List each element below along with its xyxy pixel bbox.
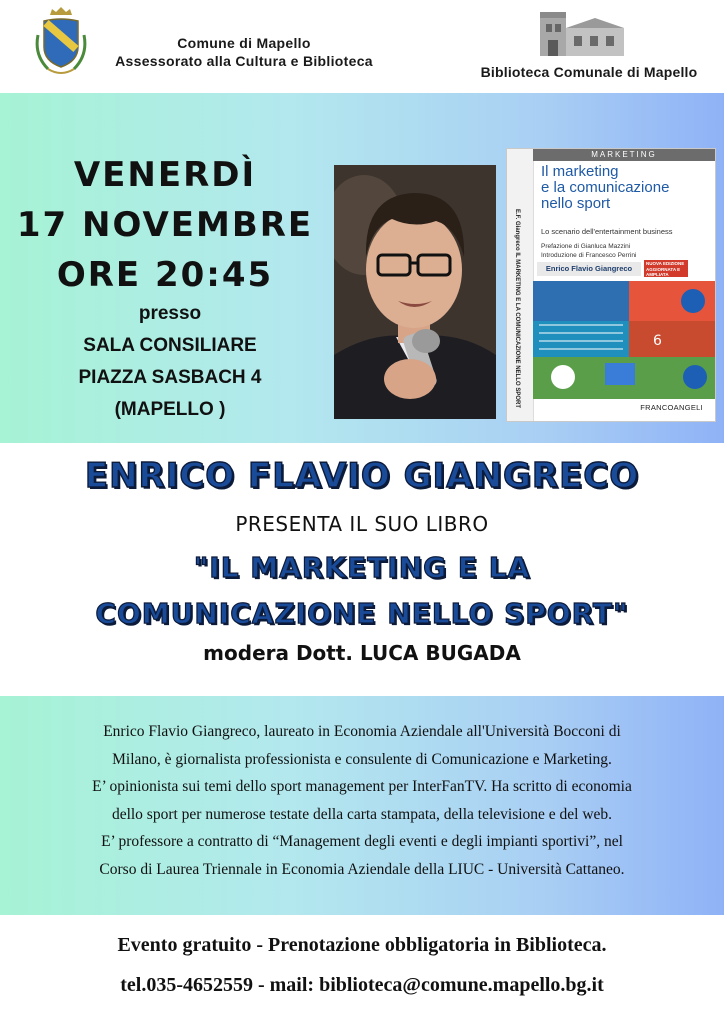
event-day: VENERDÌ: [73, 155, 257, 195]
header: [0, 0, 724, 93]
comune-name: Comune di Mapello: [177, 35, 311, 51]
book-cover-sports-artwork: [533, 281, 715, 399]
venue-line-2: PIAZZA SASBACH 4: [78, 367, 262, 388]
book-cover-publisher-name: FRANCOANGELI: [640, 403, 703, 412]
footer-contacts: tel.035-4652559 - mail: biblioteca@comune.mapello.bg.it: [120, 974, 604, 996]
book-title-heading: [0, 545, 724, 637]
author-portrait: [334, 165, 496, 419]
event-date: 17 NOVEMBRE: [16, 205, 314, 245]
municipal-crest-icon: [34, 5, 88, 79]
book-cover-title-line-1: Il marketing: [541, 163, 619, 180]
author-portrait-illustration: [334, 165, 496, 419]
event-venue-block: [50, 298, 290, 426]
footer-booking-note: Evento gratuito - Prenotazione obbligatoria in Biblioteca.: [117, 934, 607, 956]
moderator-line: modera Dott. LUCA BUGADA: [203, 641, 521, 665]
book-series-label: MARKETING: [533, 149, 715, 161]
assessorato-name: Assessorato alla Cultura e Biblioteca: [115, 53, 373, 69]
bio-line-1: Enrico Flavio Giangreco, laureato in Economia Aziendale all'Università Bocconi di: [103, 723, 621, 740]
bio-line-6: Corso di Laurea Triennale in Economia Aziendale della LIUC - Università Cattaneo.: [99, 860, 625, 878]
book-cover-title-line-2: e la comunicazione: [541, 179, 670, 196]
footer-info: [0, 925, 724, 1005]
event-time: ORE 20:45: [56, 255, 274, 295]
svg-text:6: 6: [653, 333, 662, 349]
book-cover-title: [541, 164, 713, 212]
book-cover-preface: Prefazione di Gianluca Mazzini: [541, 243, 631, 250]
event-date-block: [10, 150, 320, 300]
book-spine-text: E.F. Giangreco IL MARKETING E LA COMUNICAZIONE NELLO SPORT: [514, 209, 520, 409]
book-cover-credits: [541, 242, 636, 260]
book-cover-publisher: [533, 403, 715, 412]
biblioteca-name: Biblioteca Comunale di Mapello: [480, 64, 698, 80]
book-title-line-2: COMUNICAZIONE NELLO SPORT": [95, 597, 629, 630]
author-name-heading: ENRICO FLAVIO GIANGRECO: [84, 456, 640, 496]
comune-heading: [94, 34, 394, 70]
book-spine: [507, 149, 534, 421]
book-cover: [506, 148, 716, 422]
venue-line-1: SALA CONSILIARE: [83, 335, 257, 356]
venue-line-3: (MAPELLO ): [114, 399, 226, 420]
book-cover-edition-badge: NUOVA EDIZIONE AGGIORNATA E AMPLIATA: [644, 260, 688, 277]
presenta-label: PRESENTA IL SUO LIBRO: [235, 512, 489, 536]
bio-line-2: Milano, è giornalista professionista e consulente di Comunicazione e Marketing.: [112, 750, 612, 768]
bio-line-5: E’ professore a contratto di “Management degli eventi e degli impianti sportivi”, nel: [101, 833, 623, 850]
library-building-icon: [536, 8, 628, 58]
venue-presso: presso: [138, 303, 202, 324]
book-cover-author: Enrico Flavio Giangreco: [537, 262, 641, 276]
bio-line-4: dello sport per numerose testate della carta stampata, della televisione e del web.: [111, 805, 613, 823]
author-bio: [14, 718, 710, 883]
book-title-line-1: "IL MARKETING E LA: [193, 551, 531, 584]
book-cover-intro: Introduzione di Francesco Perrini: [541, 252, 637, 259]
book-cover-title-line-3: nello sport: [541, 195, 611, 212]
bio-line-3: E’ opinionista sui temi dello sport management per InterFanTV. Ha scritto di economia: [92, 778, 632, 795]
book-cover-subtitle: Lo scenario dell'entertainment business: [541, 227, 673, 236]
